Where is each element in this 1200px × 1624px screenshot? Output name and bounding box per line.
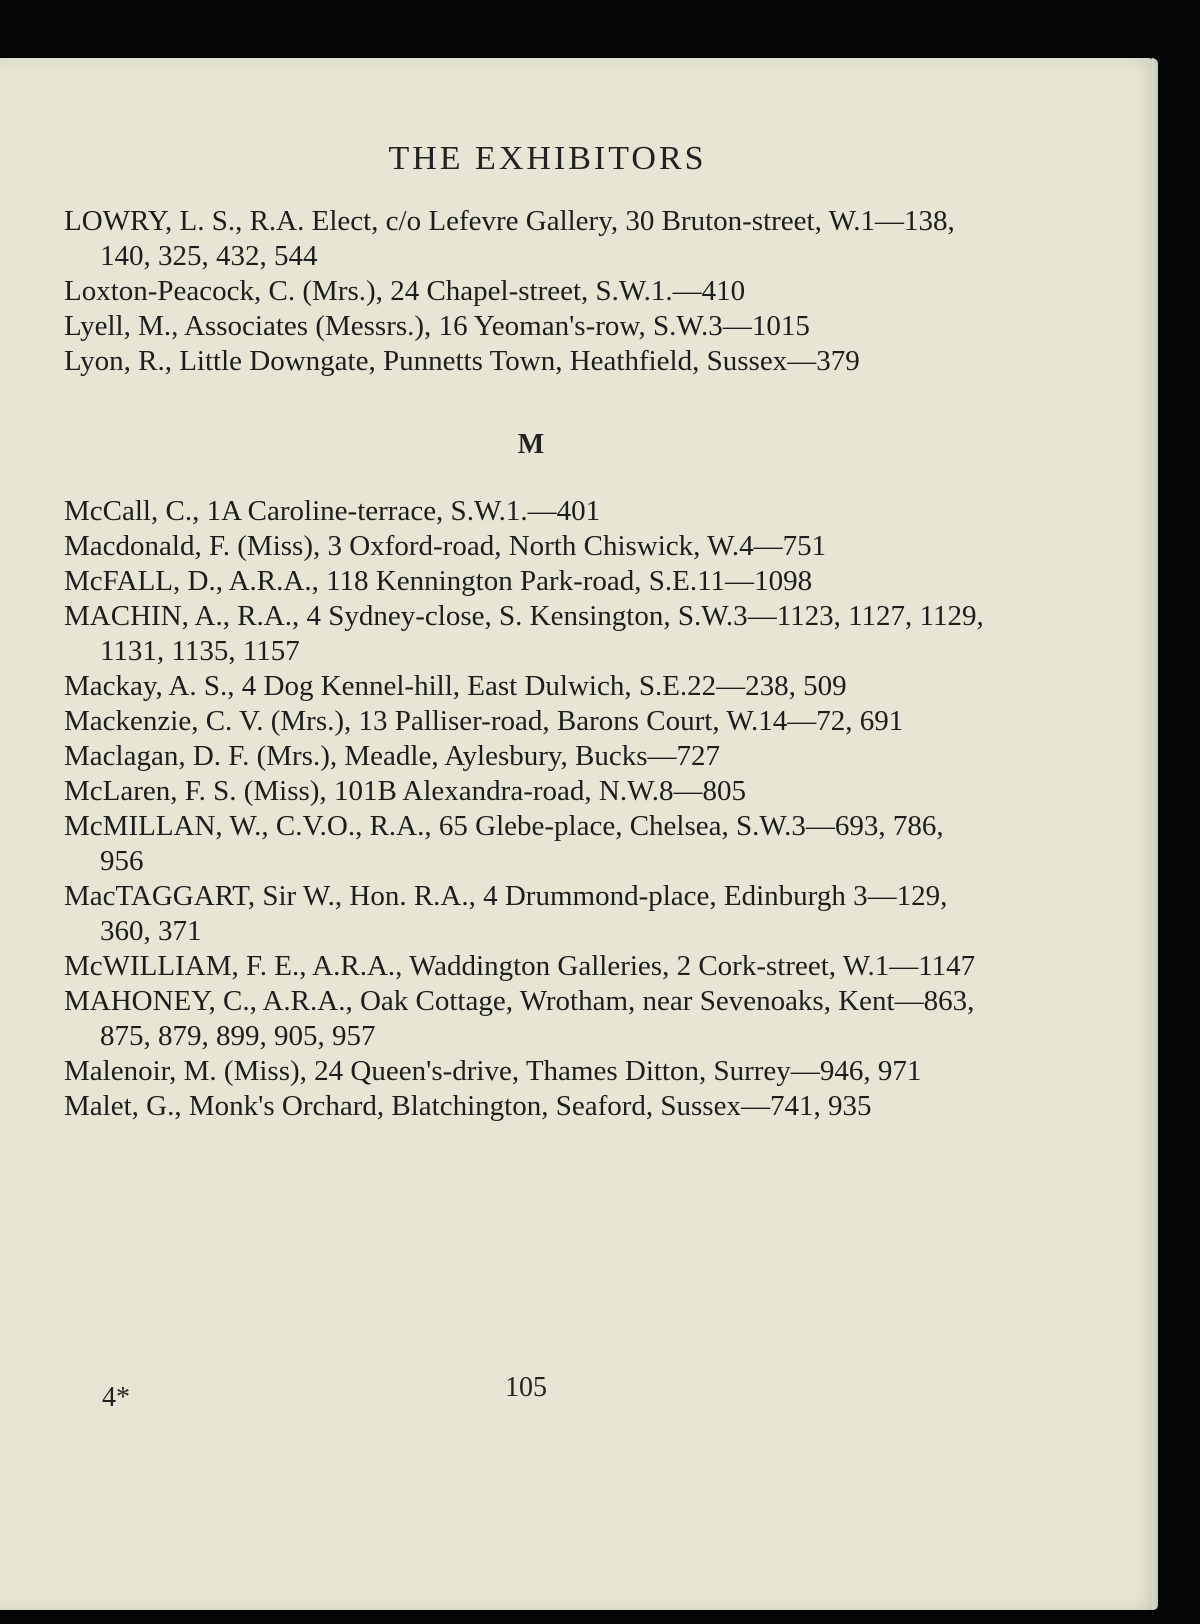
exhibitor-name: Mackenzie, C. V. (Mrs.), xyxy=(64,705,359,737)
exhibitor-name: Macdonald, F. (Miss), xyxy=(64,530,328,562)
exhibitor-address: R.A. Elect, c/o Lefevre Gallery, 30 Bruton-street, W.1 xyxy=(249,205,876,237)
exhibitor-entry xyxy=(64,494,988,529)
exhibitor-name: Mackay, A. S., xyxy=(64,670,242,702)
exhibitor-entry xyxy=(64,879,988,949)
exhibit-numbers: —72, 691 xyxy=(787,705,904,737)
exhibit-numbers: —805 xyxy=(673,775,747,807)
exhibitor-address: A.R.A., 118 Kennington Park-road, S.E.11 xyxy=(228,565,726,597)
exhibitor-name: McWILLIAM, F. E., xyxy=(64,950,313,982)
exhibitor-address: Little Downgate, Punnetts Town, Heathfield, Sussex xyxy=(179,345,788,377)
section-letter: M xyxy=(517,429,545,460)
exhibitor-address: Hon. R.A., 4 Drummond-place, Edinburgh 3 xyxy=(349,880,868,912)
exhibitor-name: Lyon, R., xyxy=(64,345,180,377)
exhibit-numbers: —379 xyxy=(787,345,860,377)
exhibitor-entry xyxy=(64,344,988,379)
exhibitor-address: Monk's Orchard, Blatchington, Seaford, Sussex xyxy=(188,1090,741,1122)
exhibitor-entry xyxy=(64,739,988,774)
exhibitor-entry xyxy=(64,309,988,344)
running-head: THE EXHIBITORS xyxy=(388,140,707,177)
page-footer xyxy=(0,1372,1158,1412)
signature-mark: 4* xyxy=(102,1382,130,1413)
exhibitor-address: 101B Alexandra-road, N.W.8 xyxy=(333,775,674,807)
exhibitor-entry xyxy=(64,1054,988,1089)
exhibit-numbers: —1015 xyxy=(722,310,810,342)
exhibitor-name: McFALL, D., xyxy=(64,565,229,597)
book-page xyxy=(0,58,1158,1610)
page-number: 105 xyxy=(505,1372,547,1403)
exhibit-numbers: —751 xyxy=(753,530,827,562)
exhibit-numbers: —946, 971 xyxy=(790,1055,922,1087)
exhibitor-name: McLaren, F. S. (Miss), xyxy=(64,775,334,807)
exhibitor-name: Lyell, M., Associates (Messrs.), xyxy=(64,310,439,342)
exhibit-numbers: —138, 140, 325, 432, 544 xyxy=(100,205,955,272)
exhibitor-address: 3 Oxford-road, North Chiswick, W.4 xyxy=(327,530,754,562)
exhibitor-address: R.A., 65 Glebe-place, Chelsea, S.W.3 xyxy=(369,810,806,842)
exhibitor-address: 4 Dog Kennel-hill, East Dulwich, S.E.22 xyxy=(241,670,717,702)
exhibitor-name: LOWRY, L. S., xyxy=(64,205,250,237)
exhibitor-entry xyxy=(64,984,988,1054)
exhibitor-name: McMILLAN, W., C.V.O., xyxy=(64,810,370,842)
exhibitor-name: McCall, C., xyxy=(64,495,207,527)
exhibit-numbers: —693, 786, 956 xyxy=(100,810,944,877)
exhibitor-entry xyxy=(64,669,988,704)
exhibitor-entry xyxy=(64,809,988,879)
exhibit-numbers: —401 xyxy=(527,495,601,527)
exhibitor-list xyxy=(64,204,988,1124)
exhibitor-address: 13 Palliser-road, Barons Court, W.14 xyxy=(358,705,788,737)
exhibitor-address: Meadle, Aylesbury, Bucks xyxy=(344,740,648,772)
exhibitor-address: R.A., 4 Sydney-close, S. Kensington, S.W.3 xyxy=(237,600,748,632)
exhibit-numbers: —741, 935 xyxy=(740,1090,872,1122)
exhibit-numbers: —238, 509 xyxy=(716,670,847,702)
exhibitor-entry xyxy=(64,564,988,599)
exhibit-numbers: —410 xyxy=(672,275,746,307)
exhibitor-address: 24 Queen's-drive, Thames Ditton, Surrey xyxy=(314,1055,791,1087)
exhibitor-entry xyxy=(64,774,988,809)
exhibitor-name: MACHIN, A., xyxy=(64,600,238,632)
exhibitor-entry xyxy=(64,599,988,669)
exhibitor-name: Malenoir, M. (Miss), xyxy=(64,1055,315,1087)
exhibitor-name: Malet, G., xyxy=(64,1090,189,1122)
exhibitor-name: MAHONEY, C., xyxy=(64,985,263,1017)
exhibit-numbers: —1098 xyxy=(725,565,813,597)
exhibit-numbers: —129, 360, 371 xyxy=(100,880,948,947)
exhibitor-entry xyxy=(64,529,988,564)
exhibit-numbers: —1147 xyxy=(889,950,976,982)
exhibitor-entry xyxy=(64,1089,988,1124)
exhibitor-address: A.R.A., Oak Cottage, Wrotham, near Sevenoaks, Kent xyxy=(262,985,895,1017)
exhibitor-entry xyxy=(64,949,988,984)
exhibitor-name: Loxton-Peacock, C. (Mrs.), xyxy=(64,275,391,307)
exhibitor-address: 16 Yeoman's-row, S.W.3 xyxy=(438,310,723,342)
exhibit-numbers: —727 xyxy=(647,740,721,772)
exhibit-numbers: —1123, 1127, 1129, 1131, 1135, 1157 xyxy=(100,600,984,667)
exhibitor-name: Maclagan, D. F. (Mrs.), xyxy=(64,740,345,772)
exhibitor-address: 24 Chapel-street, S.W.1. xyxy=(390,275,673,307)
exhibitor-name: MacTAGGART, Sir W., xyxy=(64,880,350,912)
exhibitor-entry xyxy=(64,704,988,739)
exhibitor-entry xyxy=(64,274,988,309)
exhibitor-address: 1A Caroline-terrace, S.W.1. xyxy=(206,495,528,527)
exhibit-numbers: —863, 875, 879, 899, 905, 957 xyxy=(100,985,975,1052)
exhibitor-entry xyxy=(64,204,988,274)
exhibitor-address: A.R.A., Waddington Galleries, 2 Cork-street, W.1 xyxy=(312,950,890,982)
